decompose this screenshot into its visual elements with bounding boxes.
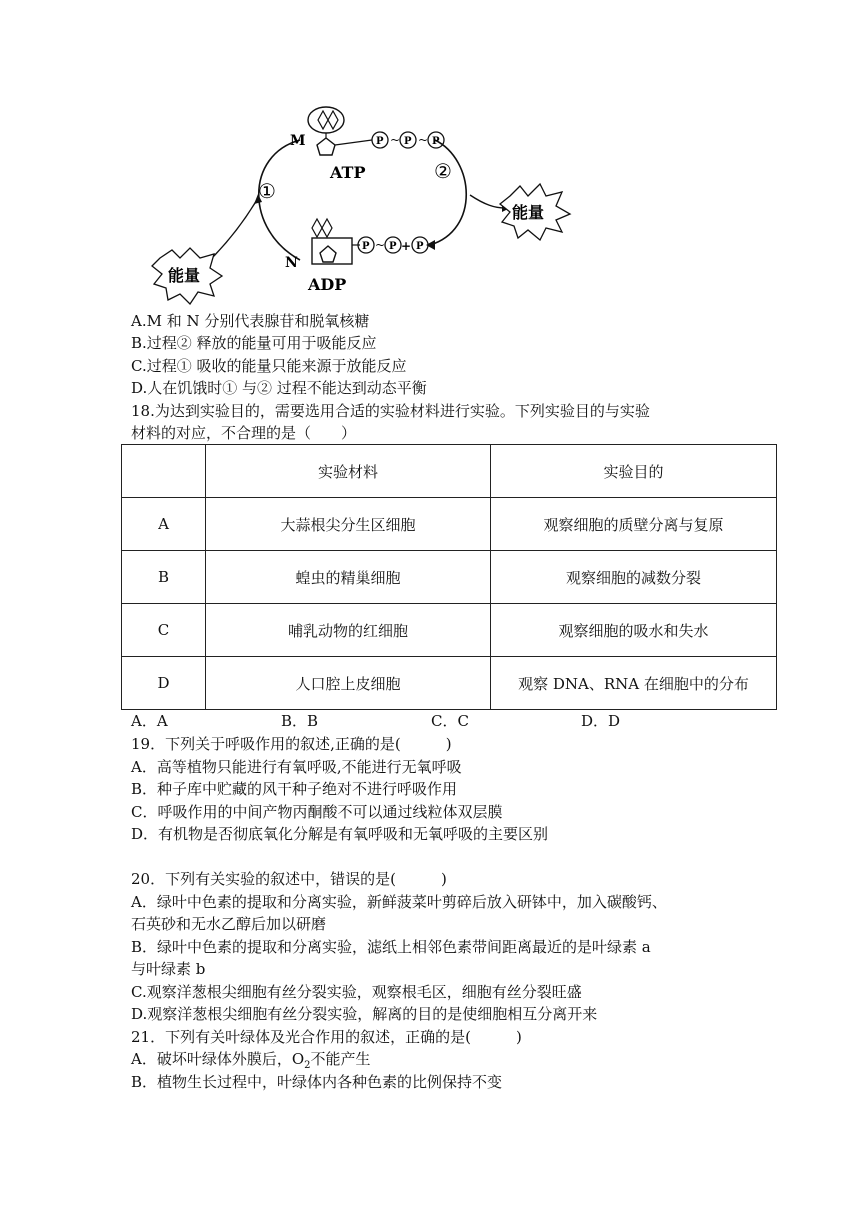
q21-option-a-subscript: 2: [304, 1060, 311, 1071]
q18-answer-d: D．D: [581, 712, 621, 730]
table-header-row: [122, 445, 777, 498]
q17-option-c: C.过程① 吸收的能量只能来源于放能反应: [131, 357, 407, 375]
q18-answer-c: C．C: [431, 712, 469, 730]
table-cell: 观察 DNA、RNA 在细胞中的分布: [491, 657, 777, 710]
table-cell: 大蒜根尖分生区细胞: [206, 498, 491, 551]
energy-in-arrow: [210, 198, 258, 260]
table-row: [122, 498, 777, 551]
cycle-right-arc: [430, 140, 466, 245]
q18-answer-a: A．A: [131, 712, 168, 730]
q19-option-d: D．有机物是否彻底氧化分解是有氧呼吸和无氧呼吸的主要区别: [131, 825, 549, 843]
atp-bond-1: ~: [390, 133, 401, 147]
table-header-cell: 实验目的: [491, 445, 777, 498]
table-cell: 观察细胞的吸水和失水: [491, 604, 777, 657]
q20-line: C.观察洋葱根尖细胞有丝分裂实验，观察根毛区，细胞有丝分裂旺盛: [131, 983, 582, 1001]
table-cell: C: [122, 604, 206, 657]
atp-p3: P: [432, 136, 440, 147]
table-header-cell: [122, 445, 206, 498]
q18-stem-line1: 18.为达到实验目的，需要选用合适的实验材料进行实验。下列实验目的与实验: [131, 402, 650, 420]
adp-bond: ~: [375, 238, 386, 252]
table-cell: 观察细胞的质壁分离与复原: [491, 498, 777, 551]
atp-p1: P: [376, 136, 384, 147]
atp-molecule: [308, 107, 444, 155]
process-2-label: ②: [434, 159, 452, 183]
process-1-label: ①: [258, 179, 276, 203]
q21-option-b: B．植物生长过程中，叶绿体内各种色素的比例保持不变: [131, 1073, 503, 1091]
q21-stem: 21．下列有关叶绿体及光合作用的叙述，正确的是( ): [131, 1028, 522, 1046]
table-row: [122, 657, 777, 710]
q20-line: B．绿叶中色素的提取和分离实验，滤纸上相邻色素带间距离最近的是叶绿素 a: [131, 938, 651, 956]
q18-stem-line2: 材料的对应，不合理的是（ ）: [131, 424, 357, 442]
table-row: [122, 551, 777, 604]
table-cell: B: [122, 551, 206, 604]
q21-option-a-text: A．破坏叶绿体外膜后，O: [131, 1050, 305, 1068]
q20-line: A．绿叶中色素的提取和分离实验，新鲜菠菜叶剪碎后放入研钵中，加入碳酸钙、: [131, 893, 667, 911]
table-cell: D: [122, 657, 206, 710]
q17-option-a: A.M 和 N 分别代表腺苷和脱氧核糖: [131, 312, 370, 330]
atp-adp-cycle-diagram: [150, 100, 590, 305]
q19-option-c: C．呼吸作用的中间产物丙酮酸不可以通过线粒体双层膜: [131, 803, 503, 821]
energy-in-label: 能量: [168, 266, 201, 285]
q20-stem: 20．下列有关实验的叙述中，错误的是( ): [131, 870, 447, 888]
label-adp: ADP: [308, 275, 347, 294]
table-cell: 人口腔上皮细胞: [206, 657, 491, 710]
adp-plus: +: [401, 239, 412, 253]
q21-option-a-text-end: 不能产生: [310, 1050, 371, 1068]
adp-p1: P: [362, 241, 370, 252]
energy-out-label: 能量: [512, 203, 545, 222]
adp-p3: P: [416, 241, 424, 252]
q18-answer-options: [131, 710, 731, 732]
q19-option-b: B．种子库中贮藏的风干种子绝对不进行呼吸作用: [131, 780, 458, 798]
experiment-table: [121, 444, 777, 710]
q18-answer-b: B．B: [281, 712, 319, 730]
q17-option-b: B.过程② 释放的能量可用于吸能反应: [131, 334, 377, 352]
q20-line: D.观察洋葱根尖细胞有丝分裂实验，解离的目的是使细胞相互分离开来: [131, 1005, 598, 1023]
atp-bond-2: ~: [418, 133, 429, 147]
energy-out-arrow: [470, 195, 505, 208]
table-row: [122, 604, 777, 657]
q19-option-a: A．高等植物只能进行有氧呼吸,不能进行无氧呼吸: [131, 758, 462, 776]
table-header-cell: 实验材料: [206, 445, 491, 498]
q17-option-d: D.人在饥饿时① 与② 过程不能达到动态平衡: [131, 379, 427, 397]
label-atp: ATP: [330, 163, 366, 182]
q20-line: 石英砂和无水乙醇后加以研磨: [131, 915, 327, 933]
table-cell: 观察细胞的减数分裂: [491, 551, 777, 604]
atp-p2: P: [404, 136, 412, 147]
q19-stem: 19．下列关于呼吸作用的叙述,正确的是( ): [131, 735, 452, 753]
table-cell: 哺乳动物的红细胞: [206, 604, 491, 657]
table-cell: A: [122, 498, 206, 551]
table-cell: 蝗虫的精巢细胞: [206, 551, 491, 604]
q20-line: 与叶绿素 b: [131, 960, 206, 978]
adp-p2: P: [389, 241, 397, 252]
label-m: M: [290, 133, 306, 149]
label-n: N: [285, 255, 298, 271]
